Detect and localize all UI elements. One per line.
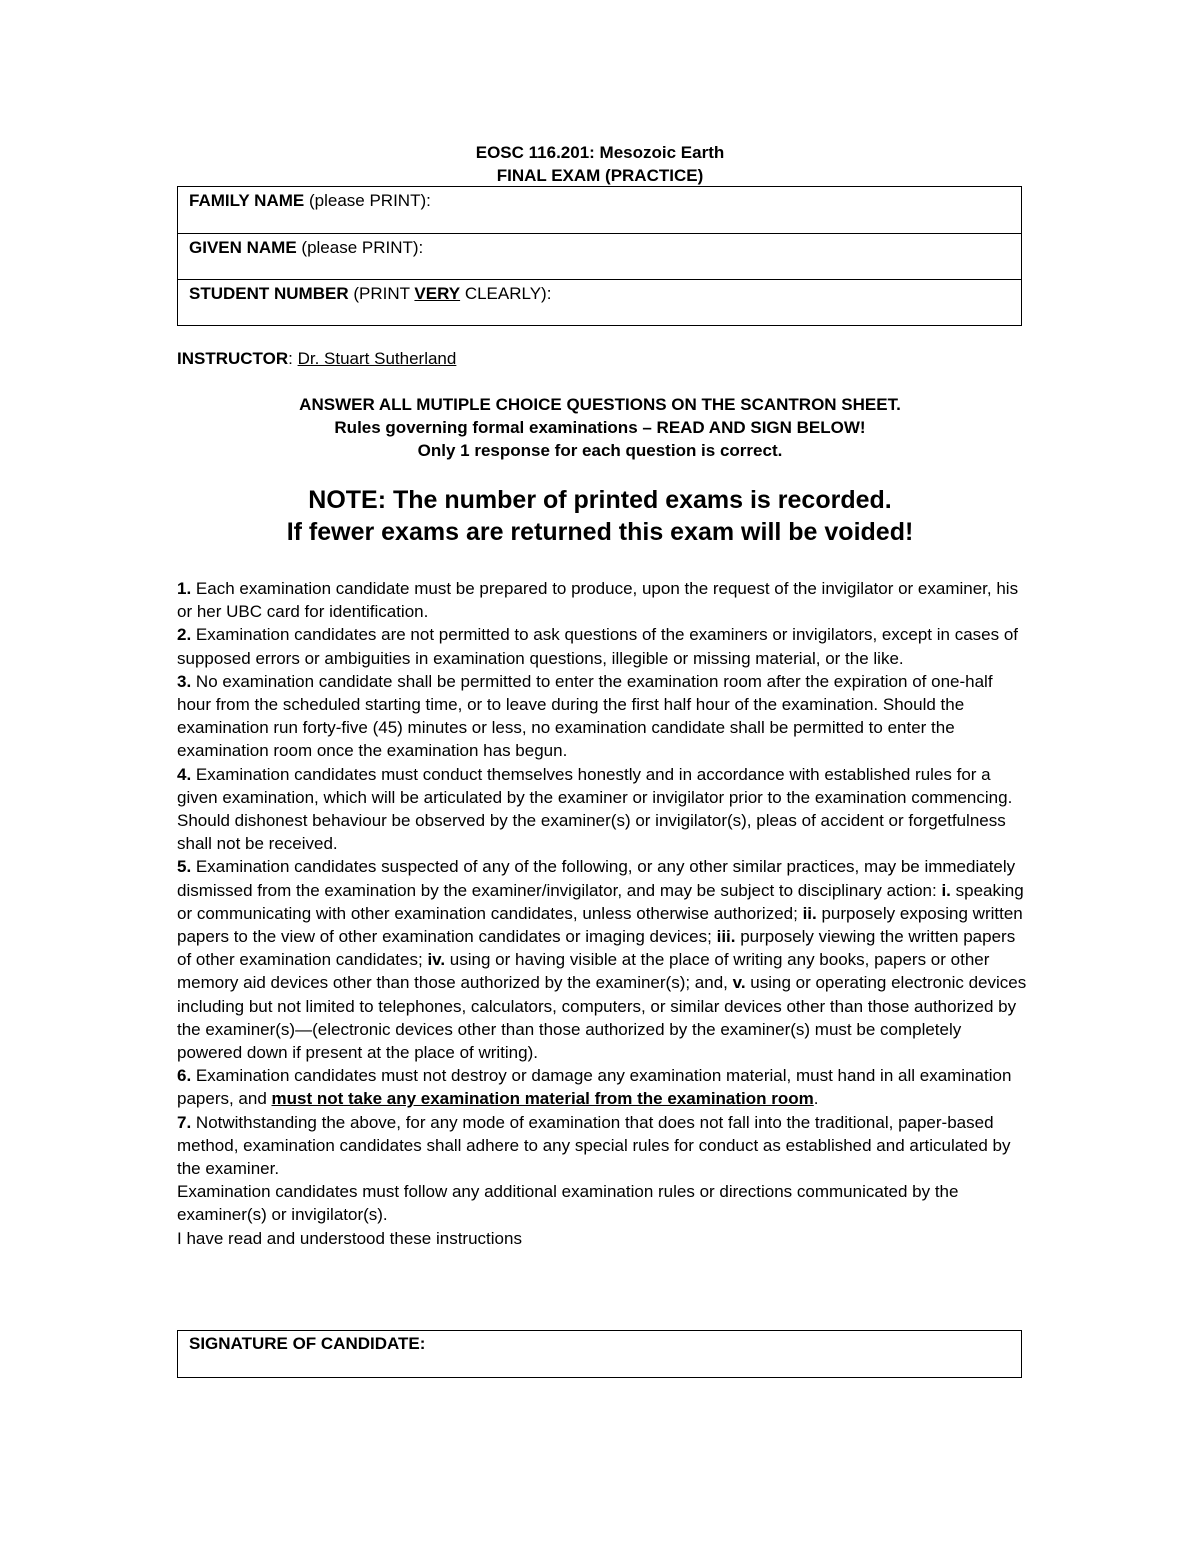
rule-text: Examination candidates must not destroy or damage any examination material, must hand in all examination papers, and xyxy=(177,1066,1012,1109)
rule-emphasis: must not take any examination material from the examination room xyxy=(271,1089,814,1109)
acknowledgement: I have read and understood these instructions xyxy=(177,1228,522,1248)
rules-heading: Rules governing formal examinations – READ AND SIGN BELOW! xyxy=(334,418,866,437)
subrule-text: speaking or communicating with other examination candidates, unless otherwise authorized; xyxy=(177,880,1024,923)
rule-1 xyxy=(177,577,1027,623)
family-name-label: FAMILY NAME xyxy=(189,191,305,210)
rule-number: 7. xyxy=(177,1112,192,1132)
subrule-number: iii. xyxy=(716,927,736,947)
scantron-instruction: ANSWER ALL MUTIPLE CHOICE QUESTIONS ON THE SCANTRON SHEET. xyxy=(299,395,901,414)
rule-text: Each examination candidate must be prepared to produce, upon the request of the invigilator or examiner, his or her UBC card for identification. xyxy=(177,579,1019,622)
rule-7 xyxy=(177,1111,1027,1181)
instructor-line xyxy=(177,348,456,370)
exam-title: FINAL EXAM (PRACTICE) xyxy=(496,166,704,185)
voided-exam-warning: If fewer exams are returned this exam will be voided! xyxy=(286,518,914,546)
printed-exams-note: NOTE: The number of printed exams is recorded. xyxy=(308,486,892,514)
given-name-field[interactable] xyxy=(178,233,1021,279)
given-name-note: (please PRINT): xyxy=(296,238,424,257)
rule-number: 3. xyxy=(177,671,192,691)
single-response-note: Only 1 response for each question is correct. xyxy=(417,441,783,460)
given-name-label: GIVEN NAME xyxy=(189,238,297,257)
subrule-text: purposely exposing written papers to the view of other examination candidates or imaging devices; xyxy=(177,903,1023,947)
student-number-emphasis: VERY xyxy=(414,284,461,303)
rule-text: Examination candidates are not permitted to ask questions of the examiners or invigilators, except in cases of supposed errors or ambiguities in examination questions, illegible or missing material, or the like. xyxy=(177,625,1019,668)
subrule-text: using or operating electronic devices including but not limited to telephones, calculators, computers, or similar devices other than those authorized by the examiner(s)—(electronic devices other than those authorized by the examiner(s) must be completely powered down if present at the place of writing). xyxy=(177,973,1027,1063)
subrule-number: v. xyxy=(732,973,746,993)
additional-rules: Examination candidates must follow any additional examination rules or directions communicated by the examiner(s) or invigilator(s). xyxy=(177,1182,959,1225)
rule-text: Notwithstanding the above, for any mode of examination that does not fall into the traditional, paper-based method, examination candidates shall adhere to any special rules for conduct as established and articulated by the examiner. xyxy=(177,1112,1011,1179)
rule-text: No examination candidate shall be permitted to enter the examination room after the expiration of one-half hour from the scheduled starting time, or to leave during the first half hour of the examination. Should the examination run forty-five (45) minutes or less, no examination candidate shall be permitted to enter the examination room once the examination has begun. xyxy=(177,671,993,761)
rule-number: 1. xyxy=(177,579,192,598)
rule-text: Examination candidates must conduct themselves honestly and in accordance with established rules for a given examination, which will be articulated by the examiner or invigilator prior to the examination commencing. Should dishonest behaviour be observed by the examiner(s) or invigilator(s), pleas of accident or forgetfulness shall not be received. xyxy=(177,764,1013,854)
instructor-name: Dr. Stuart Sutherland xyxy=(297,349,457,368)
subrule-number: i. xyxy=(941,880,951,900)
course-title: EOSC 116.201: Mesozoic Earth xyxy=(475,143,725,162)
rule-end: . xyxy=(813,1089,819,1109)
subrule-number: ii. xyxy=(802,903,817,923)
student-number-note-b: CLEARLY): xyxy=(460,284,552,303)
signature-label: SIGNATURE OF CANDIDATE: xyxy=(189,1334,426,1353)
family-name-note: (please PRINT): xyxy=(304,191,431,210)
student-number-label: STUDENT NUMBER xyxy=(189,284,349,303)
rule-5 xyxy=(177,855,1027,1064)
exam-rules xyxy=(177,577,1027,1250)
rule-number: 6. xyxy=(177,1066,192,1086)
family-name-field[interactable] xyxy=(178,187,1021,233)
rule-number: 4. xyxy=(177,764,192,784)
student-number-field[interactable] xyxy=(178,279,1021,325)
signature-field[interactable] xyxy=(177,1330,1022,1378)
student-number-note-a: (PRINT xyxy=(348,284,415,303)
rule-6 xyxy=(177,1064,1027,1110)
subrule-text: purposely viewing the written papers of other examination candidates; xyxy=(177,927,1016,970)
rule-2 xyxy=(177,623,1027,669)
subrule-number: iv. xyxy=(427,950,446,970)
rule-3 xyxy=(177,670,1027,763)
rule-number: 5. xyxy=(177,857,192,877)
rule-number: 2. xyxy=(177,625,192,645)
subrule-text: using or having visible at the place of writing any books, papers or other memory aid devices other than those authorized by the examiner(s); and, xyxy=(177,950,990,993)
student-id-box xyxy=(177,186,1022,326)
rule-4 xyxy=(177,763,1027,856)
instructor-separator: : xyxy=(288,349,298,368)
rule-text: Examination candidates suspected of any of the following, or any other similar practices, may be immediately dismissed from the examination by the examiner/invigilator, and may be subject to disciplinary action: xyxy=(177,857,1016,900)
instructor-label: INSTRUCTOR xyxy=(177,349,289,368)
